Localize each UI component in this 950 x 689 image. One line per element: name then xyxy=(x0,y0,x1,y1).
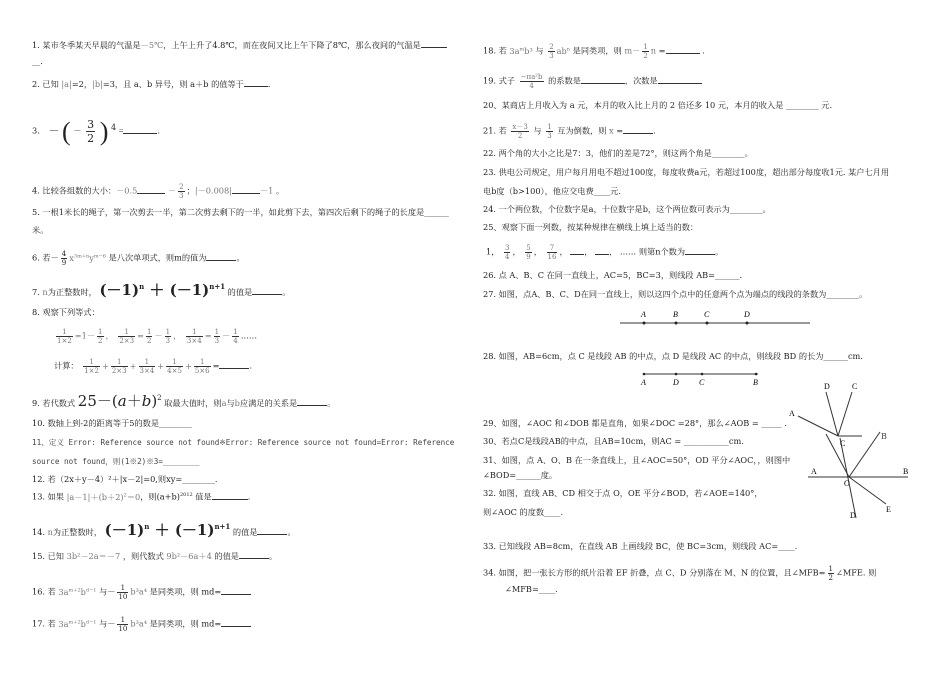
question-34-cont: ∠MFB=____. xyxy=(505,584,558,594)
question-4: 4. 比较各组数的大小：－0.5 － $\frac{2}{3}$ ；|－0.008| －1 。 xyxy=(32,183,285,200)
question-32: 32. 如图，直线 AB、CD 相交于点 O，OE 平分∠BOD，若∠AOE=140°， xyxy=(483,488,763,498)
question-8-equations: $\frac{1}{1\times 2}$ =1－ $\frac{1}{2}$ ， $\frac{1}{2\times 3}$ = $\frac{1}{2}$ － $\frac{1}{3}$ ， $\frac{1}{3\times 4}$ = $\frac{1}{3}$ － $\frac{1}{4}$ …… xyxy=(57,328,258,345)
figure-32-intersecting-lines xyxy=(800,428,916,520)
question-10: 10. 数轴上到-2的距离等于5的数是________ xyxy=(32,418,192,428)
fig29-label-a: A xyxy=(789,409,795,418)
question-5: 5. 一根1米长的绳子，第一次剪去一半，第二次剪去剩下的一半，如此剪下去，第四次后剩下的绳子的长度是______ xyxy=(32,207,449,217)
fig28-label-c: C xyxy=(699,378,705,387)
question-25: 25、观察下面一列数，按某种规律在横线上填上适当的数： xyxy=(483,222,699,232)
figure-27-line xyxy=(615,307,815,333)
question-19: 19. 式子 $\frac{\text{−πa²b}}{4}$ 的系数是 ，次数是 xyxy=(483,73,702,90)
fig27-label-c: C xyxy=(704,310,710,319)
question-31-cont: ∠BOD=______度。 xyxy=(483,470,558,480)
fig29-label-d: D xyxy=(824,382,830,391)
question-17: 17. 若 $3a^{m+2}b^{d-1}$ 与－ $\frac{1}{10}$ b³a⁴ 是同类项，则 md= xyxy=(32,616,251,633)
fig32-label-c: C xyxy=(840,439,846,448)
fig27-label-a: A xyxy=(641,310,646,319)
question-2: 2. 已知 |a|=2，|b|=3，且 a、b 异号，则 a＋b 的值等于 . xyxy=(32,79,271,89)
question-14: 14. n为正整数时， $(-1)^n + (-1)^{n+1}$ 的值是 。 xyxy=(32,521,296,539)
question-21: 21. 若 $\frac{x-3}{2}$ 与 $\frac{1}{3}$ 互为倒数，则 x = . xyxy=(483,123,656,140)
question-33: 33. 已知线段 AB=8cm，在直线 AB 上画线段 BC，使 BC=3cm，则线段 AC=____. xyxy=(483,541,798,551)
fig32-label-e: E xyxy=(886,505,891,514)
figure-28-line xyxy=(636,366,766,388)
question-5-unit: 米。 xyxy=(32,225,49,235)
question-32-cont: 则∠AOC 的度数____. xyxy=(483,507,564,517)
fig28-label-d: D xyxy=(673,378,679,387)
question-26: 26. 点 A、B、C 在同一直线上，AC=5，BC=3，则线段 AB=______. xyxy=(483,270,743,280)
fig27-label-b: B xyxy=(673,310,678,319)
fig32-label-d: D xyxy=(850,511,856,520)
question-8: 8. 观察下列等式： xyxy=(32,307,100,317)
fig29-label-c: C xyxy=(852,382,858,391)
question-6: 6. 若－ $\frac{4}{9}$ $x^{3m+n}y^{m-6}$ 是八次单项式，则m的值为 。 xyxy=(32,250,245,267)
question-30: 30、若点C是线段AB的中点，且AB=10cm，则AC = ___________cm. xyxy=(483,436,744,446)
question-27: 27. 如图，点A、B、C、D在同一直线上，则以这四个点中的任意两个点为端点的线段的条数为________。 xyxy=(483,289,868,299)
fig27-label-d: D xyxy=(744,310,750,319)
question-3: 3. － ( － $\frac{3}{2}$ ) $^4$ = . xyxy=(32,117,160,146)
question-1-tail: __. xyxy=(32,56,43,66)
question-9: 9. 若代数式 $25-(a+b)^2$ 取最大值时，则a与b应满足的关系是 。 xyxy=(32,392,336,410)
question-15: 15. 已知 3b²－2a＝－7 ，则代数式 9b²－6a＋4 的值是 。 xyxy=(32,551,278,561)
question-24: 24. 一个两位数，个位数字是a，十位数字是b，这个两位数可表示为________。 xyxy=(483,204,771,214)
question-20: 20、某商店上月收入为 a 元，本月的收入比上月的 2 倍还多 10 元，本月的收入是 ________ 元. xyxy=(483,100,833,110)
question-13: 13. 如果 $|a-1|+(b+2)^2=0$，则$(a+b)^{2012}$ 值是 . xyxy=(32,491,251,502)
question-22: 22. 两个角的大小之比是7：3，他们的差是72°，则这两个角是________。 xyxy=(483,148,753,158)
question-1: 1. 某市冬季某天早晨的气温是－5℃，上午上升了4.8℃，而在夜间又比上午下降了8℃，那么夜间的气温是 xyxy=(32,39,447,51)
fig28-label-b: B xyxy=(753,378,758,387)
figure-32-label-b-top: B xyxy=(881,432,887,441)
question-34: 34. 如图，把一张长方形的纸片沿着 EF 折叠，点 C、D 分别落在 M、N 的位置，且∠MFB= $\frac{1}{2}$ ∠MFE. 则 xyxy=(483,565,877,582)
question-25-sequence: 1， $\frac{3}{4}$ ， $\frac{5}{9}$ ， $\frac{7}{16}$ ， ， ， …… 则第n个数为 。 xyxy=(486,244,724,261)
question-18: 18. 若 $3a^mb^3$ 与 $\frac{2}{3}$ $ab^n$ 是同类项，则 m－ $\frac{1}{2}$ n = . xyxy=(483,43,705,60)
fig28-label-a: A xyxy=(641,378,646,387)
question-7: 7. n为正整数时， $(-1)^n + (-1)^{n+1}$ 的值是 。 xyxy=(32,281,291,299)
fig32-label-b: B xyxy=(903,467,909,476)
fig32-label-a: A xyxy=(811,467,817,476)
question-23-cont: 电b度（b>100），他应交电费____元. xyxy=(483,186,621,196)
question-3-number: 3. xyxy=(32,125,40,136)
question-12: 12. 若（2x＋y－4）²＋|x－2|=0,则xy=________. xyxy=(32,474,218,484)
question-11-cont: source not found，则(1※2)※3=________ xyxy=(32,457,200,466)
question-28: 28. 如图，AB=6cm，点 C 是线段 AB 的中点，点 D 是线段 AC 的中点，则线段 BD 的长为______cm. xyxy=(483,351,863,361)
question-11: 11、定义 Error: Reference source not found※Error: Reference source not found=Error: Reference xyxy=(32,438,455,447)
fig32-label-o: O xyxy=(844,479,850,488)
question-16: 16. 若 $3a^{m+2}b^{d-1}$ 与－ $\frac{1}{10}$ b³a⁴ 是同类项，则 md= xyxy=(32,584,251,601)
question-29: 29、如图，∠AOC 和∠DOB 都是直角，如果∠DOC =28°，那么∠AOB = _____ . xyxy=(483,418,787,428)
question-23: 23. 供电公司规定，用户每月用电不超过100度，每度收费a元，若超过100度，超出部分每度收1元. 某户七月用 xyxy=(483,167,890,177)
question-31: 31、如图，点 A、O、B 在一条直线上，且∠AOC=50°，OD 平分∠AOC，，则图中 xyxy=(483,455,791,465)
question-8-calc: 计算： $\frac{1}{1\times 2}$ + $\frac{1}{2\times 3}$ + $\frac{1}{3\times 4}$ + $\frac{1}{4\times 5}$ + $\frac{1}{5\times 6}$ = . xyxy=(54,358,253,375)
